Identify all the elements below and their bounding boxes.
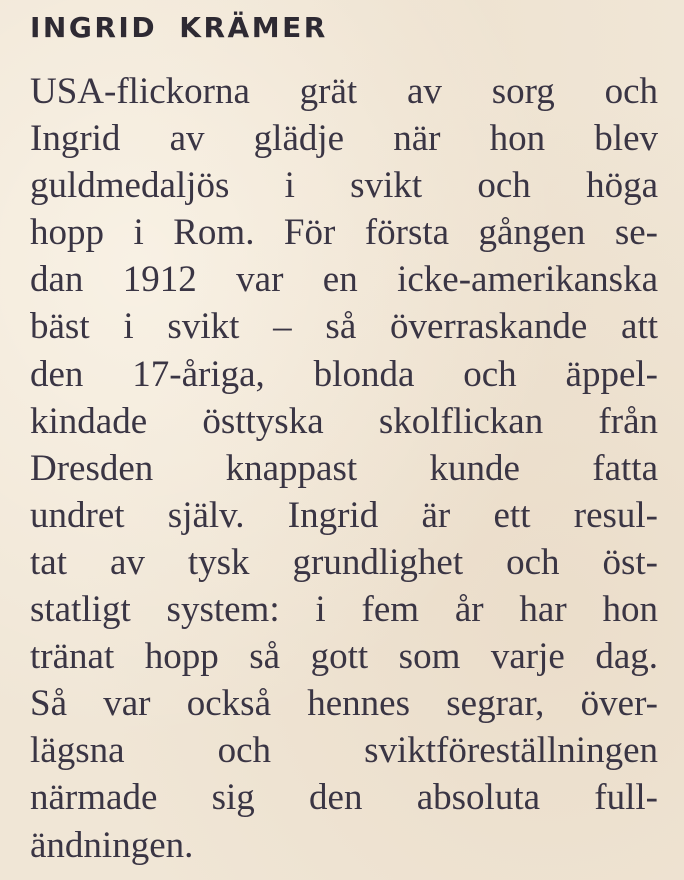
article-body <box>30 68 658 869</box>
article-headline: INGRID KRÄMER <box>30 11 328 44</box>
article-line: ändningen. <box>30 824 194 866</box>
article-line: guldmedaljös i svikt och höga <box>30 165 658 207</box>
article-line: statligt system: i fem år har hon <box>30 589 658 631</box>
article-line: USA-flickorna grät av sorg och <box>30 71 658 112</box>
article-line: Ingrid av glädje när hon blev <box>30 118 658 160</box>
article-line: kindade östtyska skolflickan från <box>30 400 658 442</box>
article-line: närmade sig den absoluta full- <box>30 777 658 819</box>
article-line: tat av tysk grundlighet och öst- <box>30 541 658 583</box>
article-line: hopp i Rom. För första gången se- <box>30 212 658 254</box>
article-line: Så var också hennes segrar, över- <box>30 683 658 725</box>
article-line: undret själv. Ingrid är ett resul- <box>30 494 658 536</box>
article-line: Dresden knappast kunde fatta <box>30 447 658 489</box>
article-line: dan 1912 var en icke-amerikanska <box>30 259 658 301</box>
article-line: lägsna och sviktföreställningen <box>30 730 658 772</box>
article-line: tränat hopp så gott som varje dag. <box>30 636 658 678</box>
article-line: den 17-åriga, blonda och äppel- <box>30 353 658 395</box>
article-line: bäst i svikt – så överraskande att <box>30 306 658 348</box>
